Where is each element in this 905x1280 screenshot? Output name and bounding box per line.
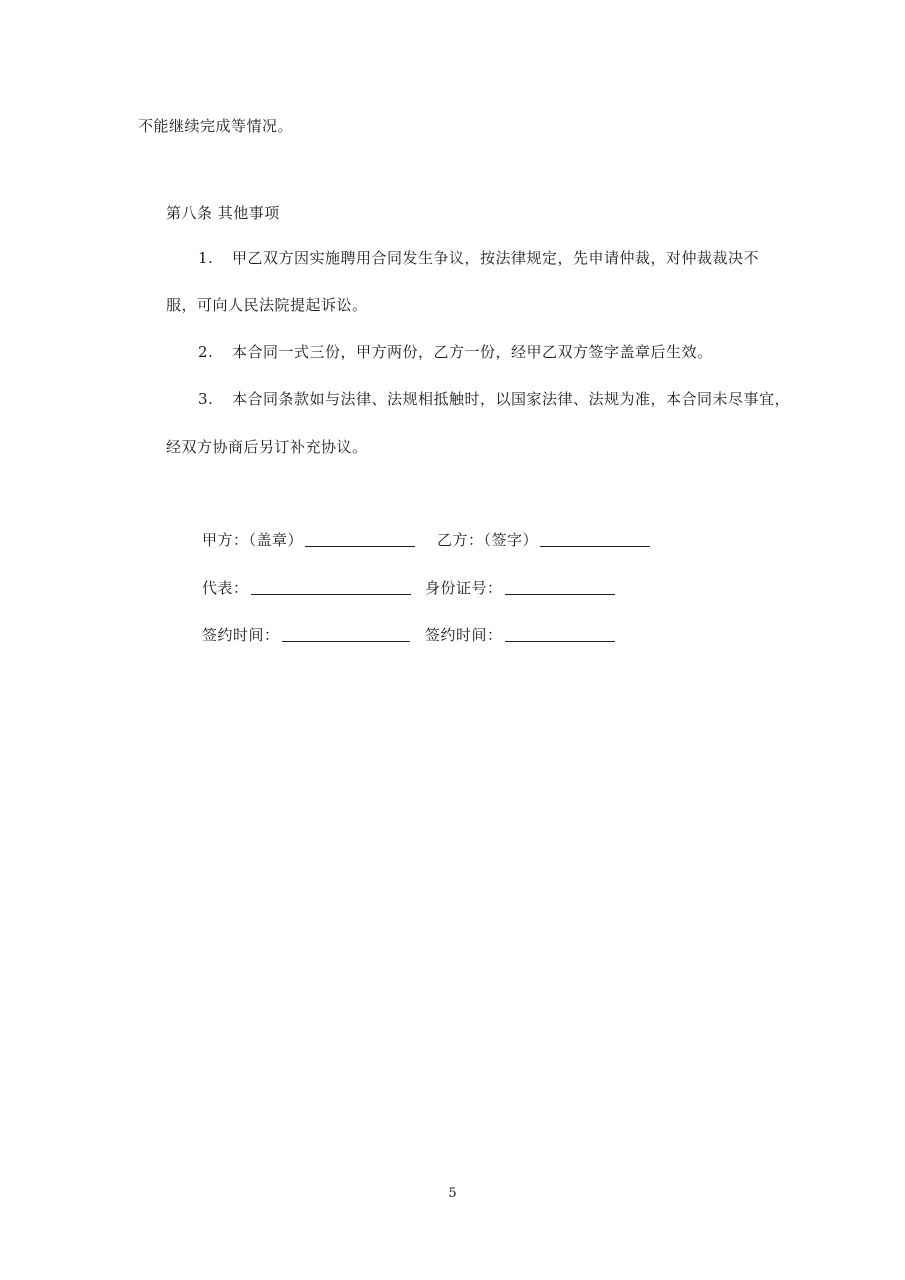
party-a-field [202, 530, 415, 550]
party-b-field [437, 530, 650, 550]
sign-date-a-blank[interactable] [282, 627, 410, 642]
representative-field [202, 578, 411, 598]
party-b-blank[interactable] [540, 532, 650, 547]
sign-date-a-field [202, 625, 410, 645]
clause-3-text: 本合同条款如与法律、法规相抵触时，以国家法律、法规为准，本合同未尽事宜， [232, 390, 791, 408]
clause-2-text: 本合同一式三份，甲方两份，乙方一份，经甲乙双方签字盖章后生效。 [232, 343, 713, 361]
clause-1-number: 1. [198, 249, 214, 267]
clause-3-number: 3. [198, 390, 214, 408]
sign-date-b-label: 签约时间： [425, 626, 503, 644]
sign-date-b-blank[interactable] [505, 627, 615, 642]
party-a-blank[interactable] [305, 532, 415, 547]
party-b-label: 乙方：（签字） [437, 531, 539, 549]
clause-1-line-1 [198, 248, 759, 268]
clause-1-text: 甲乙双方因实施聘用合同发生争议，按法律规定，先申请仲裁，对仲裁裁决不 [232, 249, 760, 267]
clause-3-line-1 [198, 389, 790, 409]
page-number: 5 [448, 1186, 457, 1201]
clause-1-line-2: 服，可向人民法院提起诉讼。 [166, 296, 368, 314]
article-title: 第八条 其他事项 [166, 204, 280, 222]
sign-date-b-field [425, 625, 615, 645]
sign-date-a-label: 签约时间： [202, 626, 280, 644]
representative-label: 代表： [202, 579, 249, 597]
party-a-label: 甲方：（盖章） [202, 531, 304, 549]
clause-3-line-2: 经双方协商后另订补充协议。 [166, 438, 368, 456]
id-number-label: 身份证号： [425, 579, 503, 597]
representative-blank[interactable] [251, 580, 411, 595]
clause-2-line-1 [198, 342, 713, 362]
id-number-field [425, 578, 615, 598]
continuation-text: 不能继续完成等情况。 [138, 117, 294, 135]
id-number-blank[interactable] [505, 580, 615, 595]
clause-2-number: 2. [198, 343, 214, 361]
